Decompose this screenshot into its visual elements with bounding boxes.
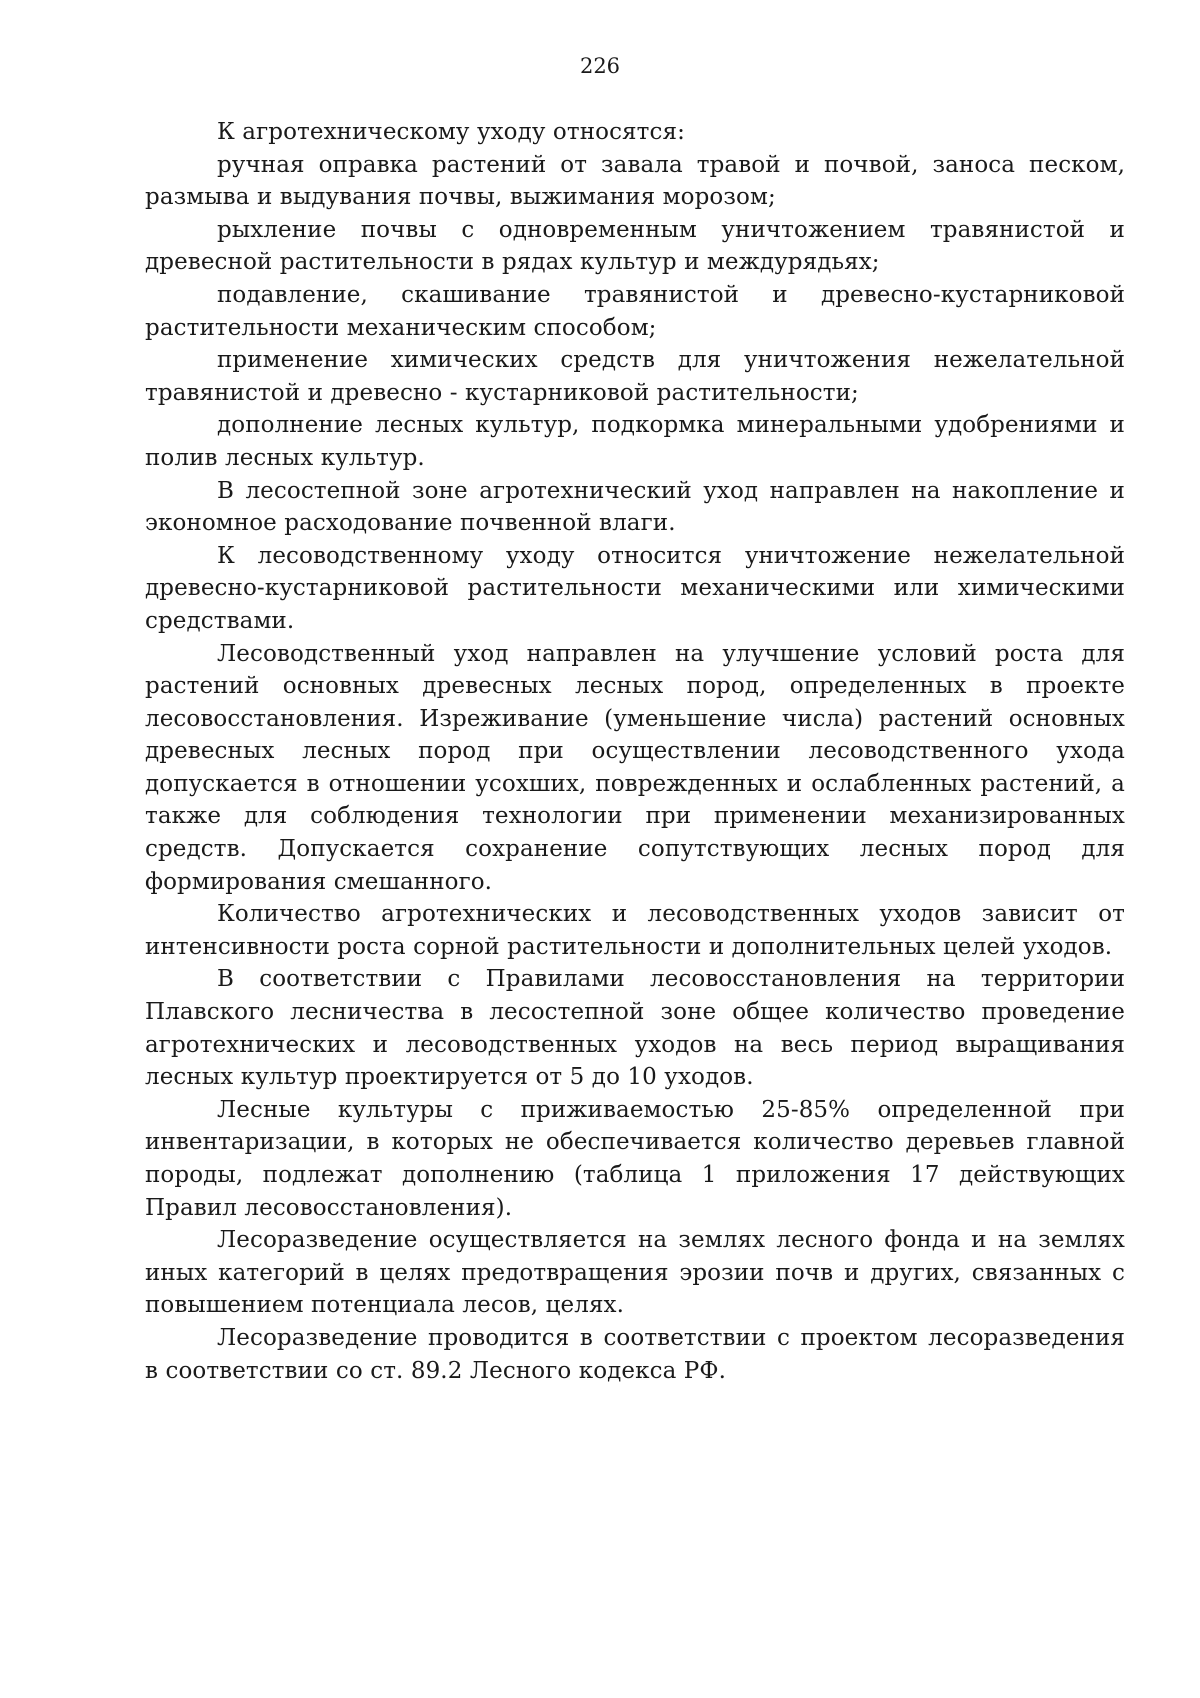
paragraph-survival-rate: Лесные культуры с приживаемостью 25-85% определенной при инвентаризации, в которых не обеспечивается количество деревьев главной породы, подлежат дополнению (таблица 1 приложения 17 действующих Правил лесовосстановления).: [145, 1096, 1125, 1221]
paragraph-forest-steppe: В лесостепной зоне агротехнический уход направлен на накопление и экономное расходование почвенной влаги.: [145, 477, 1125, 537]
page-number: 226: [579, 54, 621, 78]
paragraph-supplement: дополнение лесных культур, подкормка минеральными удобрениями и полив лесных культур.: [145, 412, 1125, 471]
paragraph-afforestation-project: Лесоразведение проводится в соответствии с проектом лесоразведения в соответствии со ст. 89.2 Лесного кодекса РФ.: [145, 1324, 1125, 1384]
paragraph-agrotech-intro: К агротехническому уходу относятся:: [217, 119, 685, 145]
paragraph-suppression: подавление, скашивание травянистой и древесно-кустарниковой растительности механическим способом;: [145, 281, 1125, 341]
document-body: [145, 116, 1125, 1387]
paragraph-loosening: рыхление почвы с одновременным уничтожением травянистой и древесной растительности в рядах культур и междурядьях;: [145, 216, 1125, 276]
paragraph-silvicultural-purpose: Лесоводственный уход направлен на улучшение условий роста для растений основных древесных лесных пород, определенных в проекте лесовосстановления. Изреживание (уменьшение числа) растений основных древесных лесных пород при осуществлении лесоводственного ухода допускается в отношении усохших, поврежденных и ослабленных растений, а также для соблюдения технологии при применении механизированных средств. Допускается сохранение сопутствующих лесных пород для формирования смешанного.: [145, 640, 1125, 895]
paragraph-silvicultural-definition: К лесоводственному уходу относится уничтожение нежелательной древесно-кустарниковой растительности механическими или химическими средствами.: [145, 542, 1125, 634]
paragraph-manual-adjustment: ручная оправка растений от завала травой и почвой, заноса песком, размыва и выдувания почвы, выжимания морозом;: [145, 151, 1125, 211]
paragraph-care-count: Количество агротехнических и лесоводственных уходов зависит от интенсивности роста сорной растительности и дополнительных целей уходов.: [145, 901, 1125, 960]
paragraph-chemicals: применение химических средств для уничтожения нежелательной травянистой и древесно - кустарниковой растительности;: [145, 347, 1125, 406]
paragraph-afforestation: Лесоразведение осуществляется на землях лесного фонда и на землях иных категорий в целях предотвращения эрозии почв и других, связанных с повышением потенциала лесов, целях.: [145, 1227, 1125, 1319]
paragraph-rules-plavsk: В соответствии с Правилами лесовосстановления на территории Плавского лесничества в лесостепной зоне общее количество проведение агротехнических и лесоводственных уходов на весь период выращивания лесных культур проектируется от 5 до 10 уходов.: [145, 966, 1125, 1091]
